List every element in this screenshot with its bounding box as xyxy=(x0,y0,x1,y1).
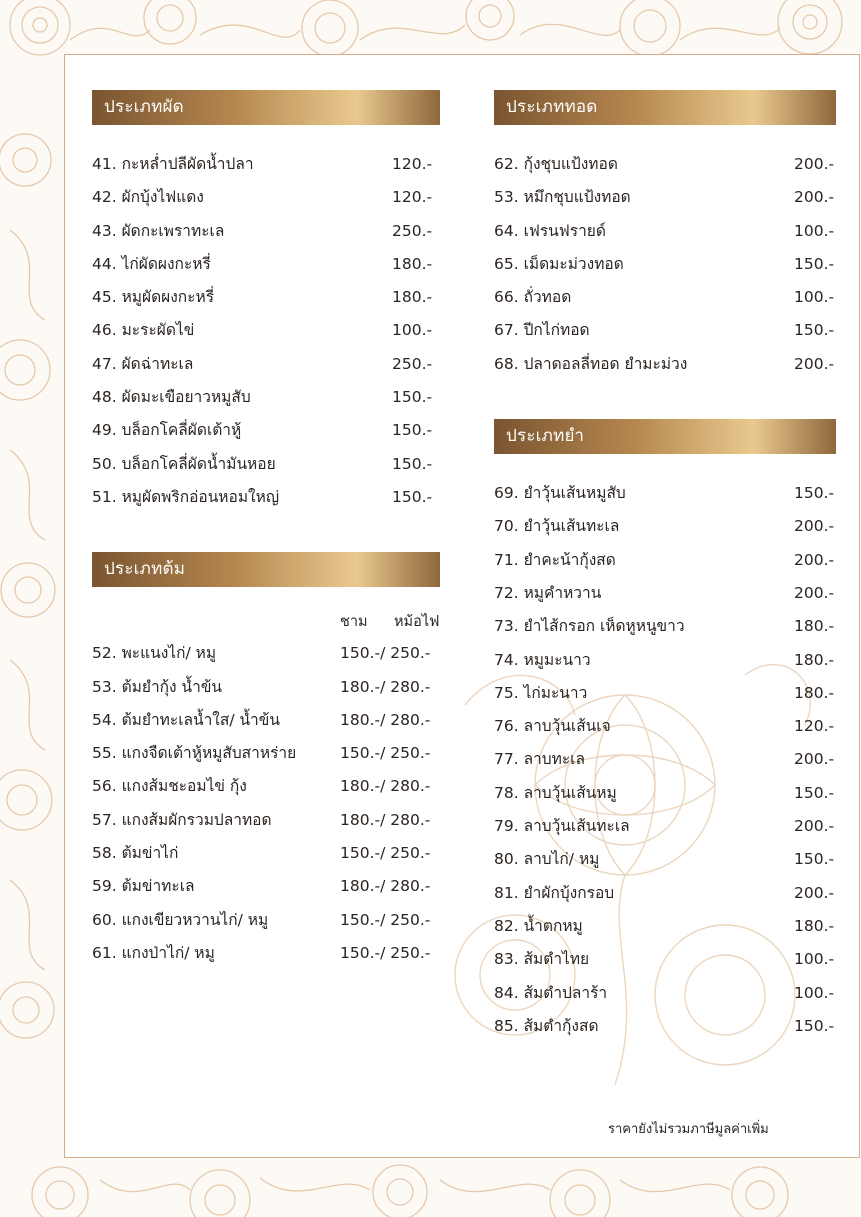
menu-item xyxy=(92,671,440,704)
menu-item xyxy=(494,215,836,248)
item-price: 200.- xyxy=(794,583,835,602)
menu-item xyxy=(92,181,440,214)
item-price: 180.-/ 280.- xyxy=(340,877,431,896)
item-name: 68. ปลาดอลลี่ทอด ยำมะม่วง xyxy=(494,354,688,373)
item-price: 180.- xyxy=(794,683,835,702)
item-price: 150.-/ 250.- xyxy=(340,844,431,863)
right-column xyxy=(494,90,836,1043)
item-price: 120.- xyxy=(794,717,835,736)
hotpot-column-label: หม้อไฟ xyxy=(394,614,440,631)
menu-item xyxy=(494,181,836,214)
menu-item xyxy=(494,577,836,610)
item-price: 150.- xyxy=(392,454,433,473)
menu-item xyxy=(92,704,440,737)
item-name: 51. หมูผัดพริกอ่อนหอมใหญ่ xyxy=(92,487,280,506)
item-price: 200.- xyxy=(794,354,835,373)
menu-item xyxy=(494,314,836,347)
item-price: 180.- xyxy=(794,650,835,669)
item-price: 100.- xyxy=(794,288,835,307)
item-name: 81. ยำผักบุ้งกรอบ xyxy=(494,883,615,902)
item-name: 56. แกงส้มชะอมไข่ กุ้ง xyxy=(92,777,247,796)
item-name: 82. น้ำตกหมู xyxy=(494,916,583,935)
menu-item xyxy=(92,804,440,837)
item-price: 100.- xyxy=(794,983,835,1002)
item-name: 64. เฟรนฟรายด์ xyxy=(494,221,606,240)
item-price: 200.- xyxy=(794,817,835,836)
item-price: 200.- xyxy=(794,883,835,902)
item-name: 65. เม็ดมะม่วงทอด xyxy=(494,254,624,273)
item-name: 58. ต้มข่าไก่ xyxy=(92,844,179,863)
item-name: 74. หมูมะนาว xyxy=(494,650,591,669)
menu-item xyxy=(92,737,440,770)
item-name: 46. มะระผัดไข่ xyxy=(92,321,195,340)
menu-item xyxy=(92,148,440,181)
menu-item xyxy=(494,610,836,643)
item-name: 49. บล็อกโคลี่ผัดเต้าหู้ xyxy=(92,421,242,440)
item-price: 180.-/ 280.- xyxy=(340,710,431,729)
menu-item xyxy=(92,314,440,347)
item-name: 78. ลาบวุ้นเส้นหมู xyxy=(494,783,617,802)
item-price: 150.-/ 250.- xyxy=(340,910,431,929)
item-name: 76. ลาบวุ้นเส้นเจ xyxy=(494,717,611,736)
bowl-column-label: ชาม xyxy=(340,614,368,631)
item-price: 150.-/ 250.- xyxy=(340,644,431,663)
menu-item xyxy=(92,414,440,447)
soup-column-headers xyxy=(92,607,440,637)
section-header-salad: ประเภทยำ xyxy=(494,419,836,454)
menu-item xyxy=(92,637,440,670)
menu-item xyxy=(92,837,440,870)
stir-fry-list xyxy=(92,148,440,514)
menu-item xyxy=(494,877,836,910)
item-name: 67. ปีกไก่ทอด xyxy=(494,321,590,340)
menu-item xyxy=(92,870,440,903)
item-price: 150.- xyxy=(794,783,835,802)
item-price: 100.- xyxy=(392,321,433,340)
menu-item xyxy=(494,644,836,677)
item-price: 120.- xyxy=(392,188,433,207)
section-header-stir-fry: ประเภทผัด xyxy=(92,90,440,125)
menu-item xyxy=(494,1010,836,1043)
menu-item xyxy=(92,770,440,803)
menu-item xyxy=(494,248,836,281)
salad-list xyxy=(494,477,836,1043)
menu-item xyxy=(494,510,836,543)
item-price: 150.- xyxy=(794,484,835,503)
section-header-fried: ประเภททอด xyxy=(494,90,836,125)
menu-item xyxy=(494,281,836,314)
soup-list xyxy=(92,637,440,970)
item-name: 47. ผัดฉ่าทะเล xyxy=(92,354,194,373)
menu-item xyxy=(92,248,440,281)
item-name: 53. ต้มยำกุ้ง น้ำข้น xyxy=(92,677,223,696)
item-name: 52. พะแนงไก่/ หมู xyxy=(92,644,217,663)
item-price: 180.- xyxy=(392,254,433,273)
section-header-soup: ประเภทต้ม xyxy=(92,552,440,587)
menu-item xyxy=(92,381,440,414)
item-name: 48. ผัดมะเขือยาวหมูสับ xyxy=(92,388,251,407)
menu-item xyxy=(494,710,836,743)
item-name: 66. ถั่วทอด xyxy=(494,288,572,307)
menu-item xyxy=(494,843,836,876)
item-price: 250.- xyxy=(392,221,433,240)
menu-item xyxy=(494,677,836,710)
item-name: 83. ส้มตำไทย xyxy=(494,950,590,969)
item-name: 59. ต้มข่าทะเล xyxy=(92,877,195,896)
menu-item xyxy=(92,348,440,381)
item-price: 150.- xyxy=(794,850,835,869)
menu-item xyxy=(494,743,836,776)
menu-item xyxy=(92,904,440,937)
item-price: 120.- xyxy=(392,155,433,173)
menu-item xyxy=(494,943,836,976)
item-name: 75. ไก่มะนาว xyxy=(494,683,588,702)
item-name: 73. ยำไส้กรอก เห็ดหูหนูขาว xyxy=(494,617,685,636)
item-name: 70. ยำวุ้นเส้นทะเล xyxy=(494,517,620,536)
item-name: 79. ลาบวุ้นเส้นทะเล xyxy=(494,817,630,836)
item-price: 180.- xyxy=(794,617,835,636)
menu-item xyxy=(494,810,836,843)
item-price: 150.-/ 250.- xyxy=(340,943,431,962)
item-name: 42. ผักบุ้งไฟแดง xyxy=(92,188,204,207)
item-name: 45. หมูผัดผงกะหรี่ xyxy=(92,288,215,307)
menu-item xyxy=(92,448,440,481)
item-name: 41. กะหล่ำปลีผัดน้ำปลา xyxy=(92,155,254,173)
item-price: 200.- xyxy=(794,550,835,569)
item-price: 180.-/ 280.- xyxy=(340,810,431,829)
item-name: 85. ส้มตำกุ้งสด xyxy=(494,1016,599,1035)
item-price: 100.- xyxy=(794,221,835,240)
item-name: 77. ลาบทะเล xyxy=(494,750,585,769)
item-price: 150.-/ 250.- xyxy=(340,744,431,763)
item-name: 54. ต้มยำทะเลน้ำใส/ น้ำข้น xyxy=(92,710,280,729)
menu-item xyxy=(92,937,440,970)
item-name: 62. กุ้งชุบแป้งทอด xyxy=(494,155,618,173)
item-name: 55. แกงจืดเต้าหู้หมูสับสาหร่าย xyxy=(92,744,297,763)
menu-item xyxy=(92,215,440,248)
item-price: 150.- xyxy=(794,321,835,340)
item-price: 200.- xyxy=(794,750,835,769)
item-price: 250.- xyxy=(392,354,433,373)
item-name: 72. หมูคำหวาน xyxy=(494,583,602,602)
item-price: 150.- xyxy=(392,388,433,407)
item-name: 71. ยำคะน้ากุ้งสด xyxy=(494,550,616,569)
menu-item xyxy=(494,910,836,943)
item-price: 150.- xyxy=(392,421,433,440)
item-name: 43. ผัดกะเพราทะเล xyxy=(92,221,225,240)
menu-item xyxy=(494,544,836,577)
vat-footnote: ราคายังไม่รวมภาษีมูลค่าเพิ่ม xyxy=(608,1122,769,1137)
fried-list xyxy=(494,148,836,381)
item-name: 69. ยำวุ้นเส้นหมูสับ xyxy=(494,484,626,503)
item-price: 180.- xyxy=(392,288,433,307)
item-price: 200.- xyxy=(794,155,835,173)
item-name: 44. ไก่ผัดผงกะหรี่ xyxy=(92,254,211,273)
item-price: 180.-/ 280.- xyxy=(340,677,431,696)
item-price: 100.- xyxy=(794,950,835,969)
item-name: 57. แกงส้มผักรวมปลาทอด xyxy=(92,810,272,829)
item-price: 200.- xyxy=(794,517,835,536)
item-name: 80. ลาบไก่/ หมู xyxy=(494,850,600,869)
menu-item xyxy=(494,348,836,381)
menu-item xyxy=(494,148,836,181)
item-name: 53. หมึกชุบแป้งทอด xyxy=(494,188,631,207)
item-name: 50. บล็อกโคลี่ผัดน้ำมันหอย xyxy=(92,454,276,473)
menu-item xyxy=(494,977,836,1010)
item-name: 61. แกงป่าไก่/ หมู xyxy=(92,943,215,962)
item-price: 180.-/ 280.- xyxy=(340,777,431,796)
menu-item xyxy=(494,777,836,810)
item-price: 150.- xyxy=(794,1016,835,1035)
left-column xyxy=(92,90,440,970)
item-price: 150.- xyxy=(392,487,433,506)
item-price: 180.- xyxy=(794,916,835,935)
menu-item xyxy=(92,281,440,314)
menu-item xyxy=(494,477,836,510)
item-name: 84. ส้มตำปลาร้า xyxy=(494,983,608,1002)
item-price: 200.- xyxy=(794,188,835,207)
item-price: 150.- xyxy=(794,254,835,273)
item-name: 60. แกงเขียวหวานไก่/ หมู xyxy=(92,910,269,929)
menu-item xyxy=(92,481,440,514)
